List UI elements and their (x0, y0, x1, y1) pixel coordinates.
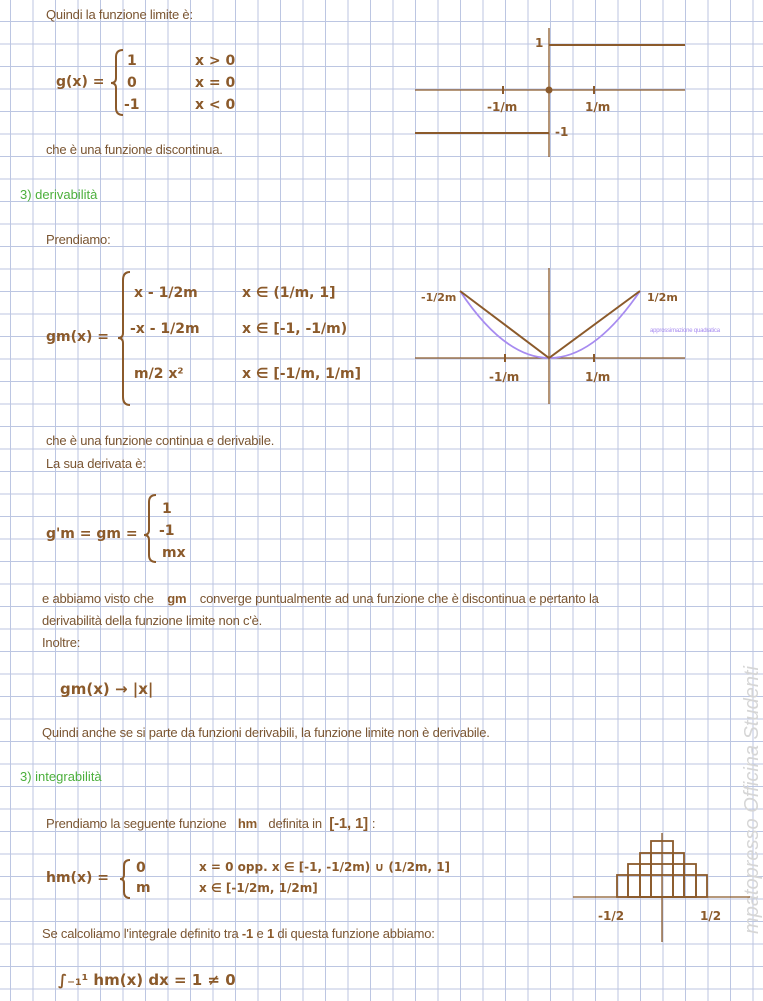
tick-label: 1/m (585, 100, 611, 114)
intro-part: definita in (268, 816, 322, 831)
watermark: mpatopresso Officina Studenti (741, 666, 763, 934)
upper-bound: 1 (266, 926, 274, 941)
brace (120, 860, 130, 898)
brace (111, 50, 123, 115)
case-cond: x > 0 (195, 53, 236, 69)
conclusion-text: Quindi anche se si parte da funzioni derivabili, la funzione limite non è derivabile. (42, 725, 490, 740)
tick-label: -1/2 (598, 909, 625, 923)
case-value: 0 (136, 860, 146, 876)
intro-part: Prendiamo la seguente funzione (46, 816, 227, 831)
text-line (42, 591, 599, 606)
text-line: derivabilità della funzione limite non c'è. (42, 613, 263, 628)
point-origin (546, 87, 553, 94)
case-cond: x ∈ (1/m, 1] (242, 285, 336, 301)
case-cond: x ∈ [-1, -1/m) (242, 321, 348, 337)
label-y-neg1: -1 (555, 125, 569, 139)
case-value: -1 (124, 97, 140, 113)
tick-label: 1/2 (700, 909, 722, 923)
gm-symbol: gm (167, 591, 187, 606)
case-value: 1 (127, 53, 137, 69)
line-part: di questa funzione abbiamo: (277, 926, 435, 941)
tick-label: -1/m (489, 370, 520, 384)
colon: : (371, 816, 376, 831)
derivative-lhs: g'm = gm = (46, 526, 138, 542)
integral-expression: ∫₋₁¹ hm(x) dx = 1 ≠ 0 (58, 971, 236, 989)
approx-note: approssimazione quadratica (650, 328, 720, 334)
text-line (42, 926, 435, 941)
limit-expression: gm(x) → |x| (60, 680, 154, 698)
gm-lhs: gm(x) = (46, 329, 110, 345)
lower-bound: -1 (241, 926, 254, 941)
hm-symbol: hm (237, 816, 257, 831)
line-part: e (256, 926, 264, 941)
tick-label: -1/m (487, 100, 518, 114)
case-value: -1 (159, 523, 175, 539)
case-value: m/2 x² (134, 366, 184, 382)
text-line: che è una funzione continua e derivabile. (46, 433, 275, 448)
label-y-1: 1 (535, 36, 544, 50)
case-value: mx (162, 545, 186, 561)
line-part: Se calcoliamo l'integrale definito tra (42, 926, 239, 941)
tick-label: 1/m (585, 370, 611, 384)
case-value: m (136, 880, 151, 896)
section-heading: 3) derivabilità (20, 187, 98, 202)
case-value: x - 1/2m (134, 285, 198, 301)
intro-text: Quindi la funzione limite è: (46, 7, 193, 22)
case-cond: x = 0 (195, 75, 236, 91)
case-cond: x ∈ [-1/2m, 1/2m] (199, 881, 318, 895)
intro-text: Prendiamo: (46, 232, 111, 247)
text-line: La sua derivata è: (46, 456, 146, 471)
case-value: -x - 1/2m (130, 321, 200, 337)
case-value: 1 (162, 501, 172, 517)
case-cond: x = 0 opp. x ∈ [-1, -1/2m) ∪ (1/2m, 1] (199, 860, 451, 874)
case-value: 0 (127, 75, 137, 91)
g-lhs: g(x) = (56, 74, 105, 90)
hm-lhs: hm(x) = (46, 870, 109, 886)
text-line (46, 815, 375, 832)
para-part: converge puntualmente ad una funzione che è discontinua e pertanto la (199, 591, 599, 606)
label-left: -1/2m (421, 291, 457, 304)
case-cond: x ∈ [-1/m, 1/m] (242, 366, 362, 382)
conclusion-text: che è una funzione discontinua. (46, 142, 223, 157)
parabola-approx (460, 291, 640, 358)
case-cond: x < 0 (195, 97, 236, 113)
brace (144, 495, 156, 562)
text-line: Inoltre: (42, 635, 81, 650)
section-heading: 3) integrabilità (20, 769, 102, 784)
interval: [-1, 1] (329, 815, 368, 832)
label-right: 1/2m (647, 291, 678, 304)
para-part: e abbiamo visto che (42, 591, 154, 606)
brace (118, 272, 130, 405)
